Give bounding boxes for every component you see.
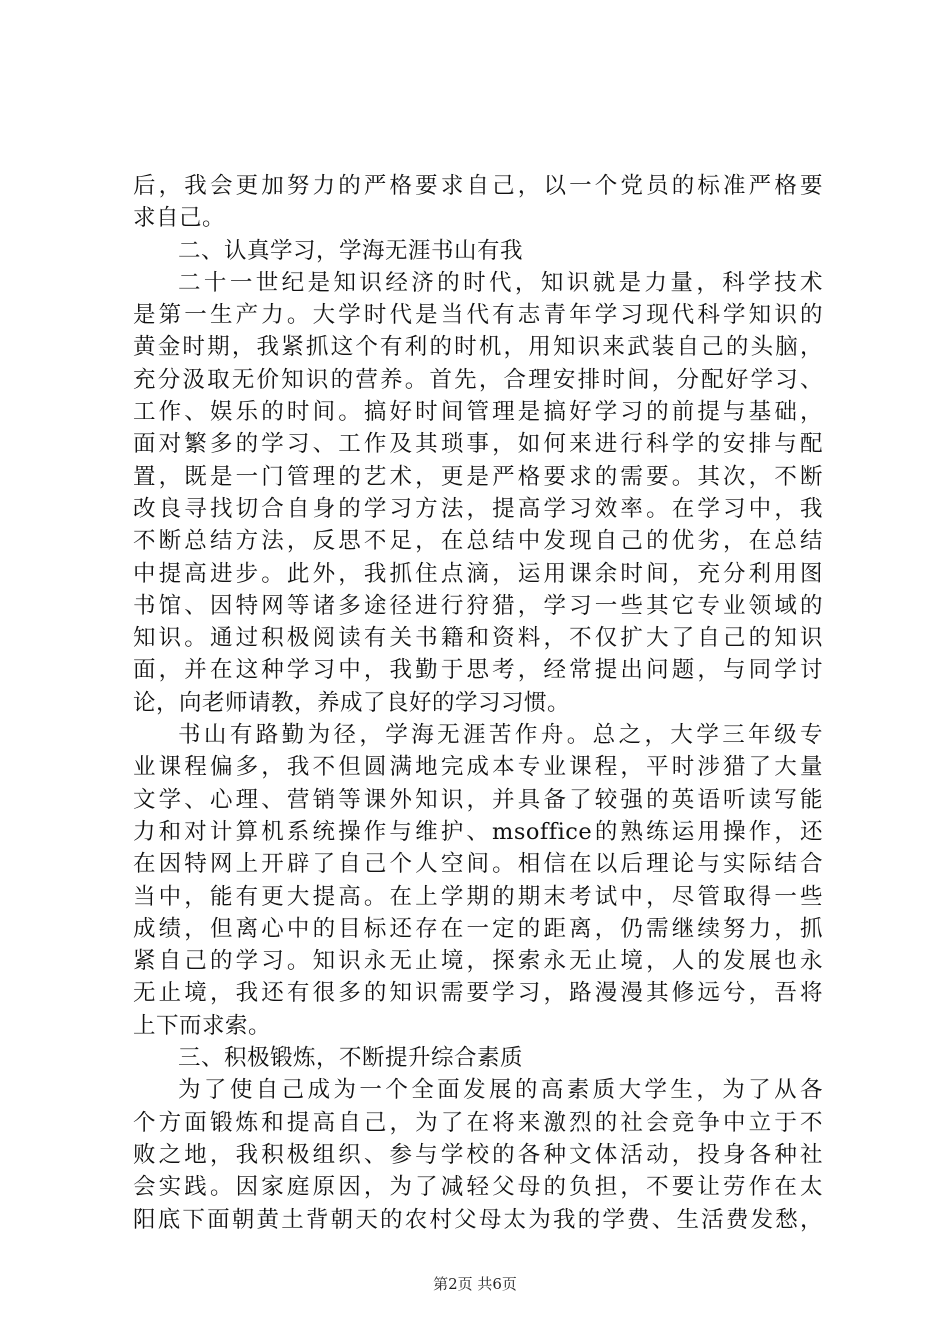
text-line: 文学、心理、营销等课外知识，并具备了较强的英语听读写能	[133, 786, 823, 813]
page-footer: 第2页 共6页	[433, 1275, 517, 1293]
text-line: 当中，能有更大提高。在上学期的期末考试中，尽管取得一些	[133, 883, 823, 910]
text-line: 不断总结方法，反思不足，在总结中发现自己的优劣，在总结	[133, 528, 823, 555]
text-line: 个方面锻炼和提高自己，为了在将来激烈的社会竞争中立于不	[133, 1109, 823, 1136]
text-line: 面，并在这种学习中，我勤于思考，经常提出问题，与同学讨	[133, 657, 823, 684]
text-line: 后，我会更加努力的严格要求自己，以一个党员的标准严格要	[133, 173, 823, 199]
text-line: 败之地，我积极组织、参与学校的各种文体活动，投身各种社	[133, 1141, 823, 1168]
text-line: 业课程偏多，我不但圆满地完成本专业课程，平时涉猎了大量	[133, 754, 823, 781]
text-line: 紧自己的学习。知识永无止境，探索永无止境，人的发展也永	[133, 948, 823, 975]
text-line: 论，向老师请教，养成了良好的学习习惯。	[133, 689, 571, 716]
text-line: 在因特网上开辟了自己个人空间。相信在以后理论与实际结合	[133, 851, 823, 878]
text-line: 二十一世纪是知识经济的时代，知识就是力量，科学技术	[178, 269, 823, 296]
text-line: 上下而求索。	[133, 1012, 272, 1039]
text-line: 阳底下面朝黄土背朝天的农村父母太为我的学费、生活费发愁，	[133, 1206, 823, 1233]
text-line: 置，既是一门管理的艺术，更是严格要求的需要。其次，不断	[133, 463, 823, 490]
text-line: 会实践。因家庭原因，为了减轻父母的负担，不要让劳作在太	[133, 1174, 823, 1201]
text-line: 二、认真学习，学海无涯书山有我	[178, 237, 524, 264]
text-line: 三、积极锻炼，不断提升综合素质	[178, 1045, 524, 1072]
document-body	[133, 170, 823, 1236]
text-line: 求自己。	[133, 205, 226, 232]
text-line: 书馆、因特网等诸多途径进行狩猎，学习一些其它专业领域的	[133, 592, 823, 619]
text-line: 成绩，但离心中的目标还存在一定的距离，仍需继续努力，抓	[133, 915, 823, 942]
text-line: 知识。通过积极阅读有关书籍和资料，不仅扩大了自己的知识	[133, 625, 823, 652]
text-line: 工作、娱乐的时间。搞好时间管理是搞好学习的前提与基础，	[133, 399, 823, 426]
text-line: 中提高进步。此外，我抓住点滴，运用课余时间，充分利用图	[133, 560, 823, 587]
text-line: 黄金时期，我紧抓这个有利的时机，用知识来武装自己的头脑，	[133, 334, 823, 361]
text-line: 力和对计算机系统操作与维护、msoffice的熟练运用操作，还	[133, 818, 823, 845]
text-line: 是第一生产力。大学时代是当代有志青年学习现代科学知识的	[133, 302, 823, 329]
text-line: 改良寻找切合自身的学习方法，提高学习效率。在学习中，我	[133, 495, 823, 522]
text-line: 书山有路勤为径，学海无涯苦作舟。总之，大学三年级专	[178, 722, 823, 749]
text-line: 为了使自己成为一个全面发展的高素质大学生，为了从各	[178, 1077, 823, 1104]
text-line: 面对繁多的学习、工作及其琐事，如何来进行科学的安排与配	[133, 431, 823, 458]
text-line: 充分汲取无价知识的营养。首先，合理安排时间，分配好学习、	[133, 366, 823, 393]
text-line: 无止境，我还有很多的知识需要学习，路漫漫其修远兮，吾将	[133, 980, 823, 1007]
